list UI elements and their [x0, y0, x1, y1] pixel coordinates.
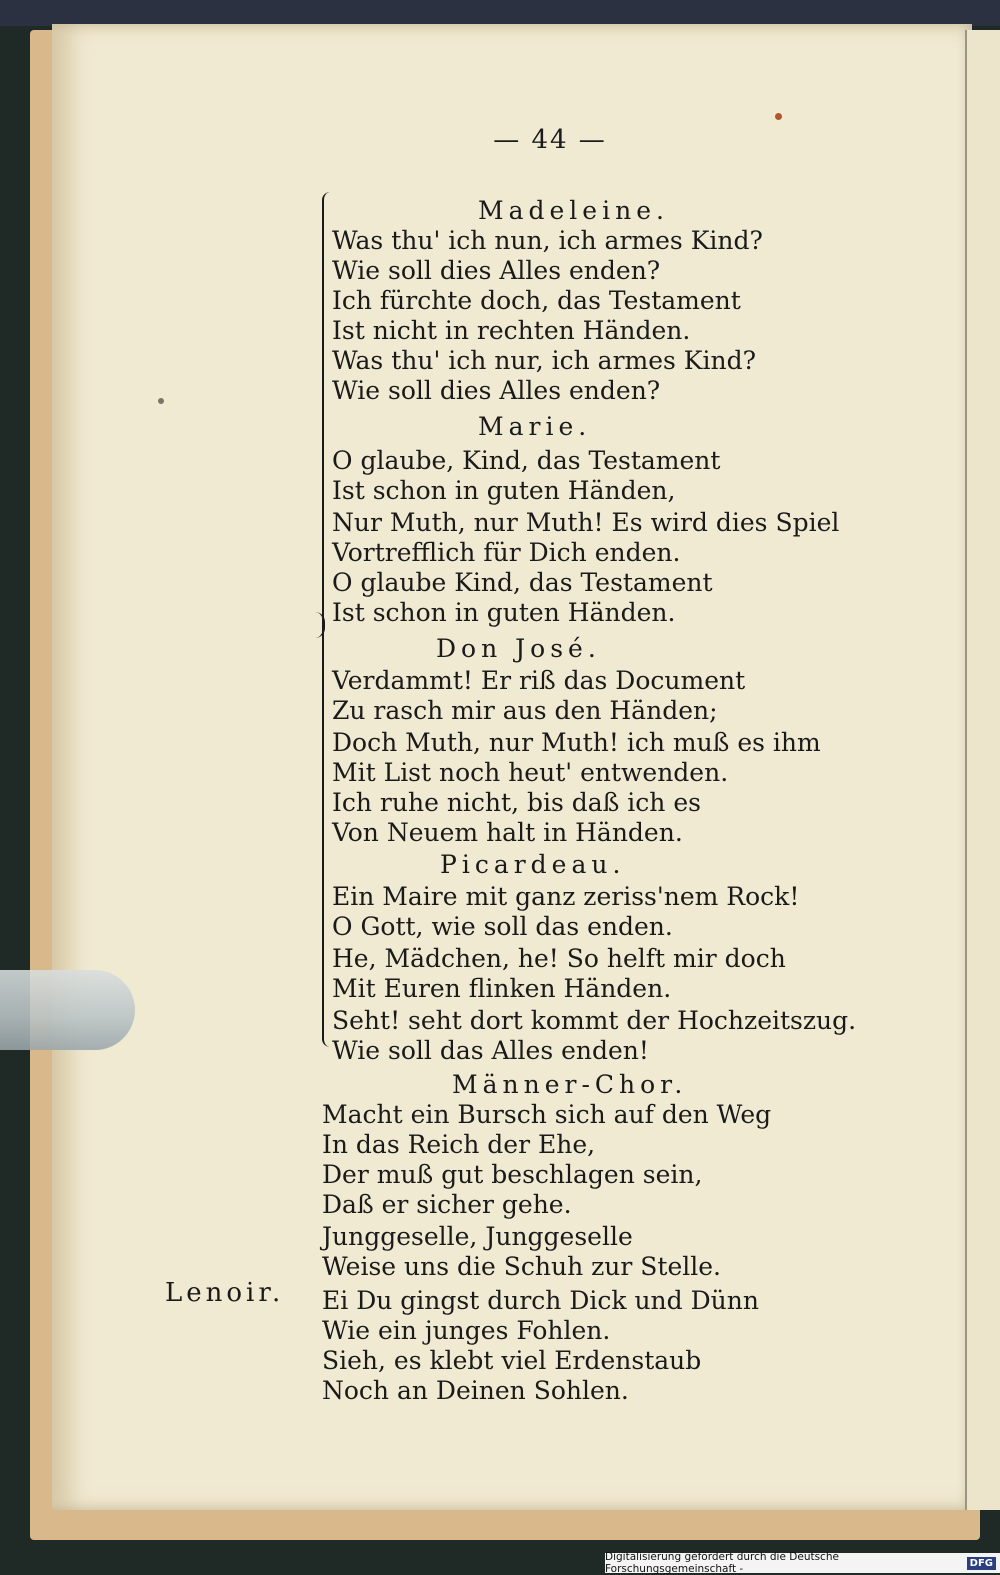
verse-line: O Gott, wie soll das enden.: [332, 912, 673, 941]
verse-line: Ich fürchte doch, das Testament: [332, 286, 741, 315]
verse-line: Zu rasch mir aus den Händen;: [332, 696, 718, 725]
digitization-footer: [605, 1553, 1000, 1573]
verse-line: Ein Maire mit ganz zeriss'nem Rock!: [332, 882, 800, 911]
page-number: — 44 —: [493, 125, 607, 155]
verse-line: Vortrefflich für Dich enden.: [332, 538, 681, 567]
speaker-heading: Männer-Chor.: [452, 1070, 688, 1099]
verse-line: O glaube Kind, das Testament: [332, 568, 713, 597]
verse-line: Wie soll das Alles enden!: [332, 1036, 649, 1065]
side-speaker-label: Lenoir.: [165, 1278, 285, 1308]
verse-line: Von Neuem halt in Händen.: [332, 818, 683, 847]
verse-line: He, Mädchen, he! So helft mir doch: [332, 944, 786, 973]
verse-line: Seht! seht dort kommt der Hochzeitszug.: [332, 1006, 857, 1035]
verse-line: Noch an Deinen Sohlen.: [322, 1376, 629, 1405]
verse-line: Was thu' ich nur, ich armes Kind?: [332, 346, 756, 375]
verse-line: Ei Du gingst durch Dick und Dünn: [322, 1286, 759, 1315]
speaker-heading: Don José.: [436, 634, 601, 663]
dfg-logo: DFG: [967, 1557, 996, 1570]
verse-line: Wie soll dies Alles enden?: [332, 376, 661, 405]
verse-line: Mit Euren flinken Händen.: [332, 974, 672, 1003]
verse-line: Junggeselle, Junggeselle: [322, 1222, 633, 1251]
verse-line: Weise uns die Schuh zur Stelle.: [322, 1252, 721, 1281]
scanner-clip: [0, 970, 135, 1050]
speaker-heading: Picardeau.: [440, 850, 626, 879]
verse-line: Sieh, es klebt viel Erdenstaub: [322, 1346, 702, 1375]
verse-line: Ich ruhe nicht, bis daß ich es: [332, 788, 701, 817]
verse-line: Was thu' ich nun, ich armes Kind?: [332, 226, 763, 255]
verse-line: Ist schon in guten Händen,: [332, 476, 676, 505]
footer-text: Digitalisierung gefördert durch die Deutsche Forschungsgemeinschaft -: [605, 1551, 839, 1575]
speaker-heading: Marie.: [478, 412, 592, 441]
verse-line: O glaube, Kind, das Testament: [332, 446, 721, 475]
verse-line: Ist schon in guten Händen.: [332, 598, 676, 627]
verse-line: Der muß gut beschlagen sein,: [322, 1160, 703, 1189]
verse-line: Daß er sicher gehe.: [322, 1190, 572, 1219]
verse-line: Nur Muth, nur Muth! Es wird dies Spiel: [332, 508, 840, 537]
verse-line: Doch Muth, nur Muth! ich muß es ihm: [332, 728, 821, 757]
verse-line: Wie soll dies Alles enden?: [332, 256, 661, 285]
verse-line: Macht ein Bursch sich auf den Weg: [322, 1100, 772, 1129]
verse-line: Mit List noch heut' entwenden.: [332, 758, 729, 787]
verse-line: In das Reich der Ehe,: [322, 1130, 596, 1159]
verse-line: Ist nicht in rechten Händen.: [332, 316, 691, 345]
verse-line: Verdammt! Er riß das Document: [332, 666, 746, 695]
speaker-heading: Madeleine.: [478, 196, 669, 225]
verse-line: Wie ein junges Fohlen.: [322, 1316, 611, 1345]
